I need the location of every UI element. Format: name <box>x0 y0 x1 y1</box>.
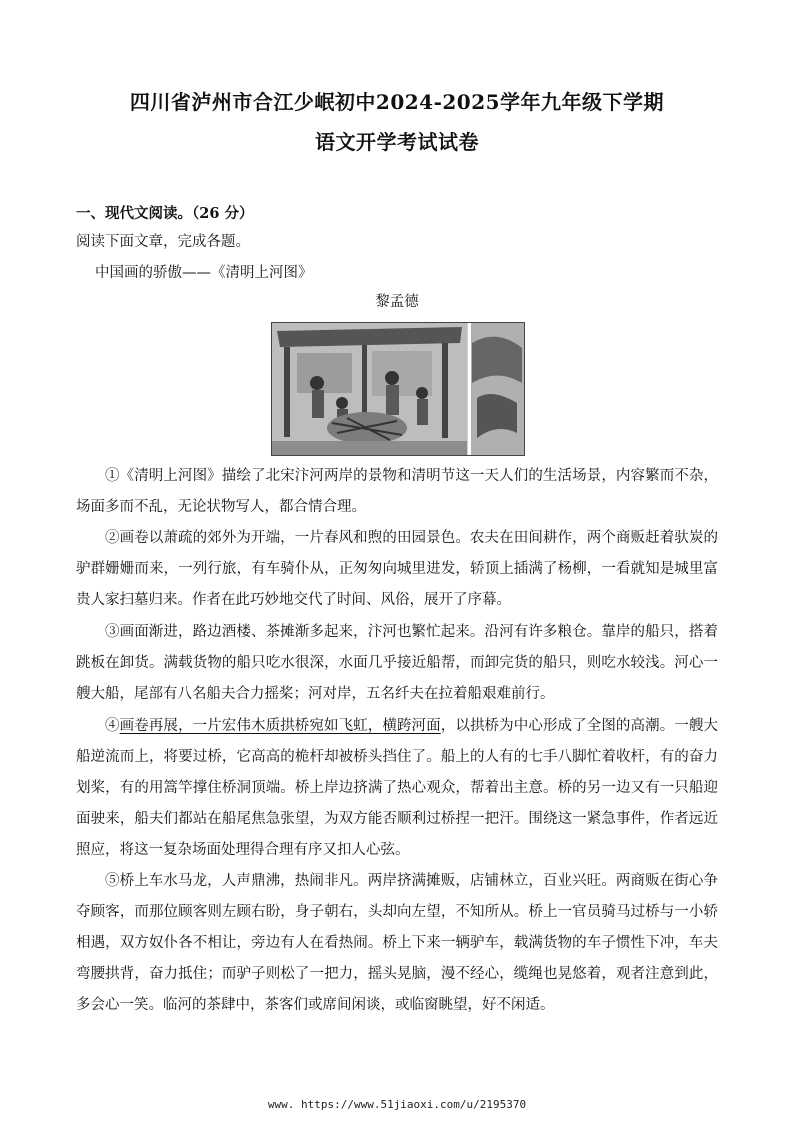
article-title: 中国画的骄傲——《清明上河图》 <box>95 265 313 281</box>
paragraph-1: ①《清明上河图》描绘了北宋汴河两岸的景物和清明节这一天人们的生活场景，内容繁而不杂，场面多而不乱，无论状物写人，都合情合理。 <box>76 468 718 515</box>
document-title-line2: 语文开学考试试卷 <box>315 130 479 154</box>
underlined-sentence: 画卷再展，一片宏伟木质拱桥宛如飞虹，横跨河面 <box>119 718 441 734</box>
paragraph-2: ②画卷以萧疏的郊外为开端，一片春风和煦的田园景色。农夫在田间耕作，两个商贩赶着驮炭的驴群姗姗而来，一列行旅，有车骑仆从，正匆匆向城里进发，轿顶上插满了杨柳，一看就知是城里富贵人家扫墓归来。作者在此巧妙地交代了时间、风俗，展开了序幕。 <box>76 530 718 608</box>
instruction-text: 阅读下面文章，完成各题。 <box>76 234 250 250</box>
paragraph-5: ⑤桥上车水马龙，人声鼎沸，热闹非凡。两岸挤满摊贩，店铺林立，百业兴旺。两商贩在街心争夺顾客，而那位顾客则左顾右盼，身子朝右，头却向左望，不知所从。桥上一官员骑马过桥与一小轿相遇，双方奴仆各不相让，旁边有人在看热闹。桥上下来一辆驴车，载满货物的车子惯性下冲，车夫弯腰拱背，奋力抵住；而驴子则松了一把力，摇头晃脑，漫不经心，缆绳也晃悠着，观者注意到此，多会心一笑。临河的茶肆中，茶客们或席间闲谈，或临窗眺望，好不闲适。 <box>76 873 718 1013</box>
paragraph-3: ③画面渐进，路边酒楼、茶摊渐多起来，汴河也繁忙起来。沿河有许多粮仓。靠岸的船只，搭着跳板在卸货。满载货物的船只吃水很深，水面几乎接近船帮，而卸完货的船只，则吃水较浅。河心一艘大船，尾部有八名船夫合力摇桨；河对岸，五名纤夫在拉着船艰难前行。 <box>76 624 718 702</box>
painting-illustration <box>271 322 525 456</box>
paragraph-4 <box>76 711 718 866</box>
document-title-line1: 四川省泸州市合江少岷初中2024-2025学年九年级下学期 <box>129 90 665 114</box>
section-heading: 一、现代文阅读。（26 分） <box>76 205 254 222</box>
paragraph-4-rest: ，以拱桥为中心形成了全图的高潮。一艘大船逆流而上，将要过桥，它高高的桅杆却被桥头挡住了。船上的人有的七手八脚忙着收杆，有的奋力划桨，有的用篙竿撑住桥洞顶端。桥上岸边挤满了热心观众，帮着出主意。桥的另一边又有一只船迎面驶来，船夫们都站在船尾焦急张望，为双方能否顺利过桥捏一把汗。围绕这一紧急事件，作者远近照应，将这一复杂场面处理得合理有序又扣人心弦。 <box>76 718 719 858</box>
paragraph-4-number: ④ <box>105 718 120 734</box>
footer-watermark: www. https://www.51jiaoxi.com/u/2195370 <box>267 1098 527 1111</box>
article-author: 黎孟德 <box>375 294 419 310</box>
